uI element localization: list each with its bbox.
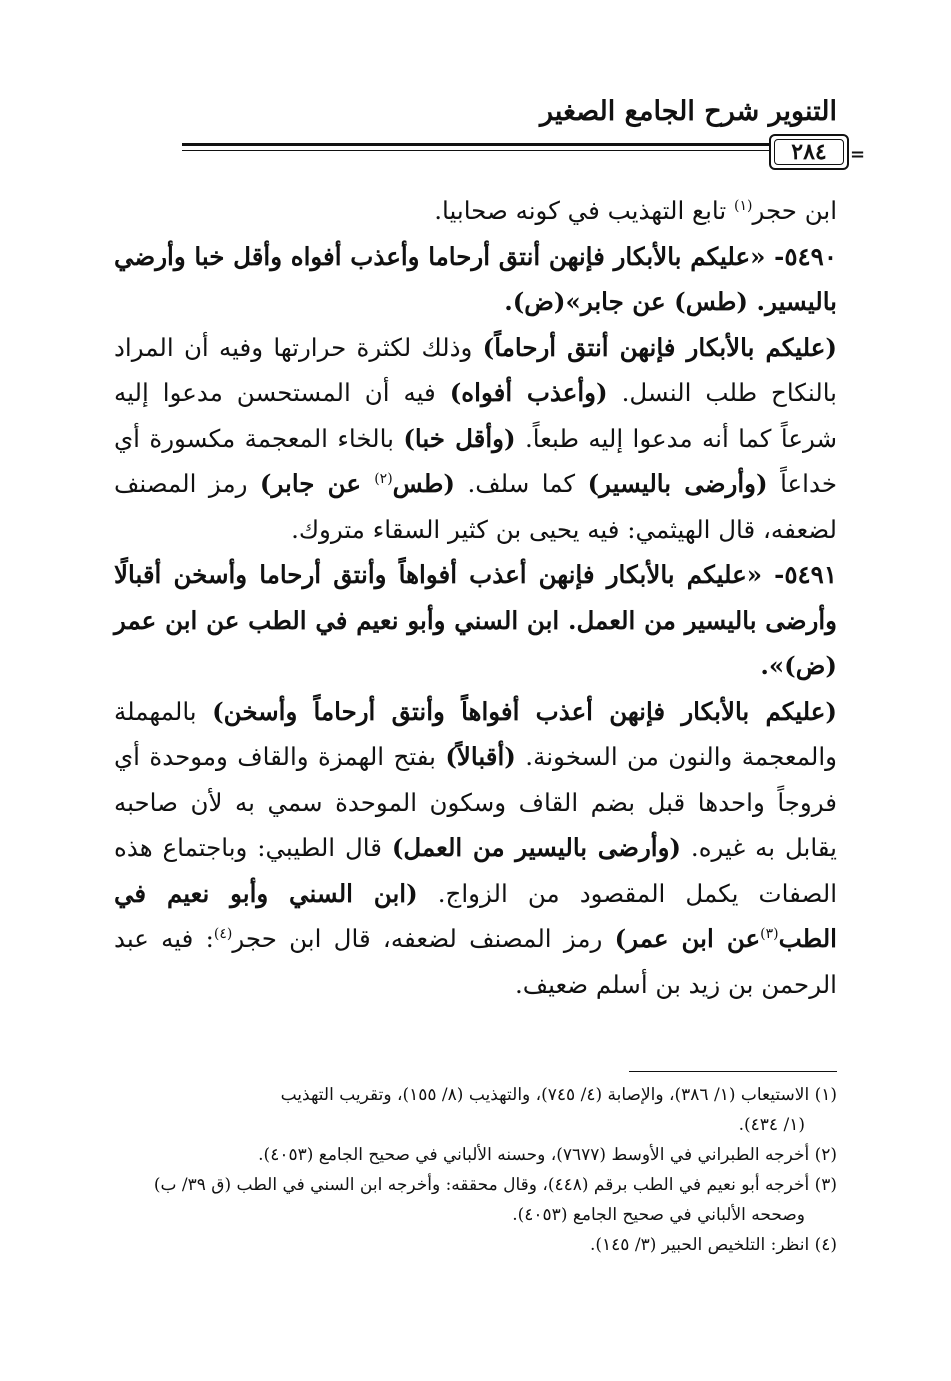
footnote-ref-4: (٤)	[213, 925, 233, 942]
footnote-separator	[629, 1071, 837, 1072]
page-number: ٢٨٤	[791, 139, 827, 165]
header-rule-thin	[182, 150, 837, 151]
main-text	[114, 188, 837, 1007]
page-number-box	[769, 134, 849, 170]
footnote-ref-1: (١)	[733, 197, 753, 214]
header-rule-thick	[182, 143, 837, 146]
page-number-ornament: =	[850, 144, 866, 165]
running-header-title: التنوير شرح الجامع الصغير	[540, 96, 837, 127]
footnote-ref-3: (٣)	[760, 925, 779, 942]
footnote-1-continuation: (١/ ٤٣٤).	[738, 1115, 805, 1135]
footnote-1: (١) الاستيعاب (١/ ٣٨٦)، والإصابة (٤/ ٧٤٥)، والتهذيب (٨/ ١٥٥)، وتقريب التهذيب	[280, 1085, 837, 1105]
commentary-5491: (عليكم بالأبكار فإنهن أعذب أفواهاً وأنتق أرحاماً وأسخن) بالمهملة والمعجمة والنون من السخونة. (أقبالاً) بفتح الهمزة والقاف وموحدة أي فروجاً واحدها قبل بضم القاف وسكون الموحدة سمي به لأن صاحبه يقابل به غيره. (وأرضى باليسير من العمل) قال الطيبي: وباجتماع هذه الصفات يكمل المقصود من الزواج. (ابن السني وأبو نعيم في الطب$^{(٣)}$عن ابن عمر) رمز المصنف لضعفه، قال ابن حجر$^{(٤)}$: فيه عبد الرحمن بن زيد بن أسلم ضعيف.	[114, 696, 838, 999]
footnote-3: (٣) أخرجه أبو نعيم في الطب برقم (٤٤٨)، وقال محققه: وأخرجه ابن السني في الطب (ق ٣٩/ ب)	[153, 1175, 837, 1195]
footnote-4: (٤) انظر: التلخيص الحبير (٣/ ١٤٥).	[589, 1235, 837, 1255]
hadith-entry-5490: ٥٤٩٠- «عليكم بالأبكار فإنهن أنتق أرحاما وأعذب أفواه وأقل خبا وأرضي باليسير. (طس) عن جابر»(ض).	[114, 241, 837, 316]
footnotes	[114, 1080, 837, 1260]
paragraph-continuation: ابن حجر$^{(١)}$ تابع التهذيب في كونه صحابيا.	[434, 196, 837, 225]
hadith-entry-5491: ٥٤٩١- «عليكم بالأبكار فإنهن أعذب أفواهاً وأنتق أرحاما وأسخن أقبالًا وأرضى باليسير من العمل. ابن السني وأبو نعيم في الطب عن ابن عمر (ض)».	[114, 560, 837, 680]
footnote-3-continuation: وصححه الألباني في صحيح الجامع (٤٠٥٣).	[512, 1205, 805, 1225]
footnote-2: (٢) أخرجه الطبراني في الأوسط (٧٦٧٧)، وحسنه الألباني في صحيح الجامع (٤٠٥٣).	[258, 1145, 837, 1165]
commentary-5490: (عليكم بالأبكار فإنهن أنتق أرحاماً) وذلك لكثرة حرارتها وفيه أن المراد بالنكاح طلب النسل. (وأعذب أفواه) فيه أن المستحسن مدعوا إليه شرعاً كما أنه مدعوا إليه طبعاً. (وأقل خبا) بالخاء المعجمة مكسورة أي خداعاً (وأرضى باليسير) كما سلف. (طس$^{(٢)}$ عن جابر) رمز المصنف لضعفه، قال الهيثمي: فيه يحيى بن كثير السقاء متروك.	[114, 332, 838, 544]
footnote-ref-2: (٢)	[374, 470, 393, 487]
